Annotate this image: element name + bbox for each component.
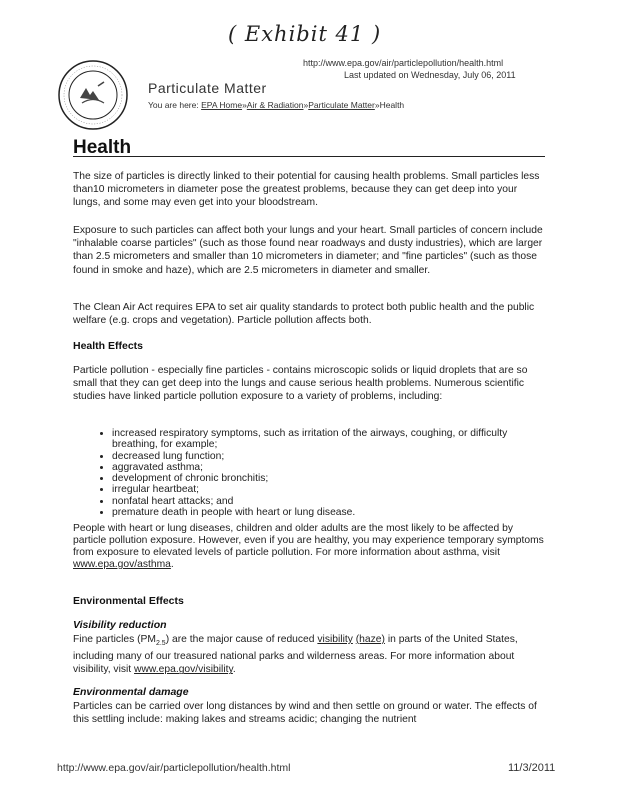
title-divider bbox=[73, 156, 545, 157]
visibility-paragraph: Fine particles $(PM_{2.5})$ are the major cause of reduced visibility (haze) in parts of the United States, including many of our treasured national parks and wilderness areas. For more information about visibility, visit www.epa.gov/visibility. bbox=[73, 634, 518, 676]
breadcrumb-prefix: You are here: bbox=[148, 100, 199, 110]
list-item: • irregular heartbeat; bbox=[112, 484, 542, 495]
intro-paragraph-3: The Clean Air Act requires EPA to set air quality standards to protect both public health and the public welfare (e.g. crops and vegetation). Particle pollution affects both. bbox=[73, 302, 535, 327]
site-title: Particulate Matter bbox=[148, 80, 267, 96]
list-item: • decreased lung function; bbox=[112, 451, 542, 462]
health-effects-closing: People with heart or lung diseases, children and older adults are the most likely to be affected by particle pollution exposure. However, even if you are healthy, you may experience temporary symptoms from exposure to elevated levels of particle pollution. For more information about asthma, visit www.epa.gov/asthma. bbox=[73, 523, 544, 570]
intro-paragraph-1: The size of particles is directly linked to their potential for causing health problems. Small particles less than10 micrometers in diameter pose the greatest problems, because they can get deep into your lungs, and some may even get into your bloodstream. bbox=[73, 171, 540, 209]
last-updated: Last updated on Wednesday, July 06, 2011 bbox=[344, 70, 516, 80]
health-effects-heading: Health Effects bbox=[73, 340, 144, 352]
page-url: http://www.epa.gov/air/particlepollution/health.html bbox=[303, 58, 504, 68]
list-item: • nonfatal heart attacks; and bbox=[112, 496, 542, 507]
epa-seal-logo[interactable] bbox=[56, 58, 130, 132]
list-item: • development of chronic bronchitis; bbox=[112, 473, 542, 484]
footer-date: 11/3/2011 bbox=[508, 762, 556, 774]
breadcrumb-particulate-matter[interactable]: Particulate Matter bbox=[308, 100, 375, 110]
asthma-link[interactable]: www.epa.gov/asthma bbox=[73, 559, 171, 570]
environmental-effects-heading: Environmental Effects bbox=[73, 595, 184, 607]
breadcrumb-separator: » bbox=[303, 100, 309, 110]
exhibit-label: ( Exhibit 41 ) bbox=[228, 22, 382, 46]
environmental-damage-paragraph: Particles can be carried over long distances by wind and then settle on ground or water. The effects of this settling include: making lakes and streams acidic; changing the nutrient bbox=[73, 701, 537, 726]
list-item: • aggravated asthma; bbox=[112, 462, 542, 473]
breadcrumb-current: Health bbox=[379, 100, 405, 110]
visibility-link[interactable]: www.epa.gov/visibility bbox=[134, 664, 233, 676]
environmental-damage-heading: Environmental damage bbox=[73, 686, 189, 698]
haze-term[interactable]: (haze) bbox=[355, 634, 385, 645]
list-item: • premature death in people with heart or lung disease. bbox=[112, 507, 542, 518]
footer-url: http://www.epa.gov/air/particlepollution/health.html bbox=[57, 762, 291, 774]
visibility-heading: Visibility reduction bbox=[73, 619, 167, 631]
breadcrumb-epa-home[interactable]: EPA Home bbox=[201, 100, 243, 110]
breadcrumb-separator: » bbox=[242, 100, 247, 110]
epa-seal-icon bbox=[56, 58, 130, 132]
visibility-term[interactable]: visibility bbox=[317, 634, 353, 645]
health-effects-paragraph: Particle pollution - especially fine particles - contains microscopic solids or liquid droplets that are so small that they can get deep into the lungs and cause serious health problems. Numerous scientific studies have linked particle pollution exposure to a variety of problems, including: bbox=[73, 365, 528, 403]
breadcrumb-air-radiation[interactable]: Air & Radiation bbox=[246, 100, 304, 110]
breadcrumb bbox=[148, 100, 404, 110]
page-title: Health bbox=[73, 137, 132, 158]
health-effects-list bbox=[100, 428, 542, 518]
breadcrumb-separator: » bbox=[374, 100, 380, 110]
list-item: • increased respiratory symptoms, such as irritation of the airways, coughing, or difficulty breathing, for example; bbox=[112, 428, 542, 451]
intro-paragraph-2: Exposure to such particles can affect both your lungs and your heart. Small particles of concern include "inhalable coarse particles" (such as those found near roadways and dusty industries), which are larger than 2.5 micrometers and smaller than 10 micrometers in diameter; and "fine particles" (such as those found in smoke and haze), which are 2.5 micrometers in diameter and smaller. bbox=[73, 225, 543, 276]
